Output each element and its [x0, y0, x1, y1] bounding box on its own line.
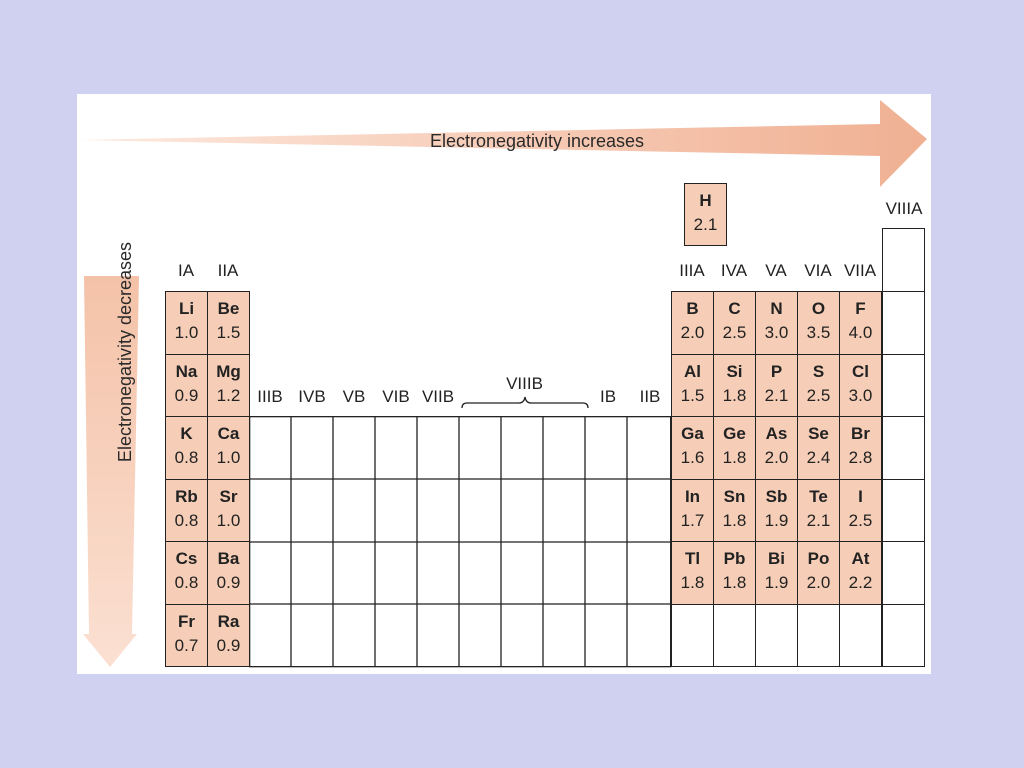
element-symbol: S	[812, 362, 825, 381]
element-electronegativity: 0.8	[174, 448, 199, 467]
element-electronegativity: 1.5	[216, 323, 241, 342]
element-symbol: Be	[217, 299, 240, 318]
group-label-IIIB: IIIB	[257, 387, 283, 406]
empty-cell-viiia-row7	[882, 604, 925, 667]
element-symbol: As	[765, 424, 788, 443]
element-electronegativity: 0.9	[216, 636, 241, 655]
element-cell-Fr	[165, 604, 208, 667]
element-electronegativity: 0.9	[216, 573, 241, 592]
element-cell-Pb	[713, 541, 756, 605]
element-cell-Se	[797, 416, 840, 480]
group-label-IIA: IIA	[217, 261, 239, 280]
element-cell-Ca	[207, 416, 250, 480]
element-cell-Ga	[671, 416, 714, 480]
element-electronegativity: 1.8	[722, 511, 747, 530]
element-electronegativity: 1.8	[722, 448, 747, 467]
group-label-VA: VA	[765, 261, 787, 280]
element-electronegativity: 2.1	[693, 215, 718, 234]
element-cell-In	[671, 479, 714, 543]
element-electronegativity: 0.8	[174, 511, 199, 530]
element-electronegativity: 1.5	[680, 386, 705, 405]
element-symbol: Cl	[852, 362, 869, 381]
element-cell-P	[755, 354, 798, 418]
element-electronegativity: 4.0	[848, 323, 873, 342]
element-cell-Ra	[207, 604, 250, 667]
element-symbol: In	[684, 487, 701, 506]
element-cell-Po	[797, 541, 840, 605]
transition-metal-grid	[249, 416, 673, 668]
element-electronegativity: 2.4	[806, 448, 831, 467]
element-cell-As	[755, 416, 798, 480]
element-electronegativity: 2.8	[848, 448, 873, 467]
element-electronegativity: 1.0	[216, 511, 241, 530]
element-cell-Tl	[671, 541, 714, 605]
electronegativity-decreases-label: Electronegativity decreases	[115, 241, 135, 463]
element-cell-Si	[713, 354, 756, 418]
element-cell-Sn	[713, 479, 756, 543]
element-electronegativity: 3.0	[764, 323, 789, 342]
element-electronegativity: 1.9	[764, 573, 789, 592]
element-symbol: Li	[178, 299, 195, 318]
empty-cell-viiia-row5	[882, 479, 925, 543]
empty-cell-row7-via	[797, 604, 840, 667]
element-electronegativity: 1.9	[764, 511, 789, 530]
element-symbol: K	[180, 424, 193, 443]
empty-cell-row7-va	[755, 604, 798, 667]
element-cell-B	[671, 291, 714, 355]
empty-cell-viiia-top	[882, 228, 925, 292]
element-symbol: Ba	[217, 549, 240, 568]
element-symbol: Pb	[723, 549, 746, 568]
group-label-IIIA: IIIA	[679, 261, 705, 280]
element-symbol: Ra	[217, 612, 240, 631]
element-symbol: Ge	[723, 424, 746, 443]
element-cell-At	[839, 541, 882, 605]
element-cell-Be	[207, 291, 250, 355]
empty-cell-viiia-row3	[882, 354, 925, 418]
element-symbol: Rb	[175, 487, 198, 506]
group-label-IB: IB	[599, 387, 617, 406]
element-cell-Mg	[207, 354, 250, 418]
element-electronegativity: 1.7	[680, 511, 705, 530]
element-electronegativity: 2.2	[848, 573, 873, 592]
element-electronegativity: 0.9	[174, 386, 199, 405]
element-cell-Cl	[839, 354, 882, 418]
element-cell-Al	[671, 354, 714, 418]
empty-cell-viiia-row2	[882, 291, 925, 355]
element-electronegativity: 2.5	[722, 323, 747, 342]
element-electronegativity: 2.0	[764, 448, 789, 467]
element-cell-Te	[797, 479, 840, 543]
element-symbol: P	[770, 362, 783, 381]
element-cell-Sb	[755, 479, 798, 543]
element-electronegativity: 3.5	[806, 323, 831, 342]
element-symbol: Te	[809, 487, 828, 506]
element-electronegativity: 2.1	[764, 386, 789, 405]
element-symbol: F	[855, 299, 866, 318]
element-symbol: Bi	[768, 549, 785, 568]
element-electronegativity: 1.0	[216, 448, 241, 467]
element-symbol: At	[851, 549, 870, 568]
element-electronegativity: 1.0	[174, 323, 199, 342]
element-cell-C	[713, 291, 756, 355]
element-symbol: Cs	[175, 549, 198, 568]
element-symbol: I	[858, 487, 863, 506]
group-label-VIA: VIA	[804, 261, 832, 280]
element-symbol: Si	[726, 362, 743, 381]
element-electronegativity: 1.6	[680, 448, 705, 467]
element-symbol: Sb	[765, 487, 788, 506]
element-cell-O	[797, 291, 840, 355]
element-symbol: Mg	[216, 362, 241, 381]
element-electronegativity: 0.7	[174, 636, 199, 655]
element-cell-H	[684, 183, 727, 246]
element-cell-F	[839, 291, 882, 355]
group-label-VIIIA: VIIIA	[885, 199, 923, 218]
element-symbol: Na	[175, 362, 198, 381]
empty-cell-viiia-row6	[882, 541, 925, 605]
empty-cell-row7-viia	[839, 604, 882, 667]
element-electronegativity: 1.8	[722, 386, 747, 405]
group-label-VIIIB: VIIIB	[506, 374, 543, 393]
element-cell-N	[755, 291, 798, 355]
element-symbol: Tl	[684, 549, 701, 568]
element-symbol: Fr	[178, 612, 195, 631]
group-label-VB: VB	[342, 387, 366, 406]
element-cell-Ba	[207, 541, 250, 605]
element-electronegativity: 2.1	[806, 511, 831, 530]
element-electronegativity: 2.0	[806, 573, 831, 592]
element-symbol: Po	[807, 549, 830, 568]
group-label-VIB: VIB	[382, 387, 410, 406]
diagram-panel	[77, 94, 931, 674]
element-symbol: Sr	[219, 487, 238, 506]
element-electronegativity: 1.8	[680, 573, 705, 592]
group-label-IVA: IVA	[720, 261, 748, 280]
element-cell-Li	[165, 291, 208, 355]
element-cell-S	[797, 354, 840, 418]
element-symbol: O	[811, 299, 826, 318]
group-label-IA: IA	[177, 261, 195, 280]
element-symbol: Ga	[681, 424, 704, 443]
electronegativity-increases-label: Electronegativity increases	[429, 131, 645, 151]
element-cell-Sr	[207, 479, 250, 543]
element-electronegativity: 1.8	[722, 573, 747, 592]
element-symbol: Sn	[723, 487, 746, 506]
element-cell-Rb	[165, 479, 208, 543]
element-electronegativity: 0.8	[174, 573, 199, 592]
group-label-IIB: IIB	[639, 387, 661, 406]
element-symbol: B	[686, 299, 699, 318]
element-symbol: Se	[808, 424, 829, 443]
group-label-IVB: IVB	[298, 387, 326, 406]
group-label-VIIA: VIIA	[843, 261, 877, 280]
element-cell-Bi	[755, 541, 798, 605]
element-electronegativity: 3.0	[848, 386, 873, 405]
element-symbol: H	[699, 191, 712, 210]
element-cell-I	[839, 479, 882, 543]
element-symbol: Al	[684, 362, 701, 381]
empty-cell-row7-iiia	[671, 604, 714, 667]
empty-cell-viiia-row4	[882, 416, 925, 480]
element-symbol: Br	[851, 424, 870, 443]
element-electronegativity: 2.5	[848, 511, 873, 530]
element-cell-Br	[839, 416, 882, 480]
viiib-bracket	[461, 394, 589, 410]
element-cell-Na	[165, 354, 208, 418]
element-electronegativity: 2.0	[680, 323, 705, 342]
empty-cell-row7-iva	[713, 604, 756, 667]
element-symbol: Ca	[217, 424, 240, 443]
element-cell-Ge	[713, 416, 756, 480]
element-electronegativity: 1.2	[216, 386, 241, 405]
element-cell-Cs	[165, 541, 208, 605]
element-cell-K	[165, 416, 208, 480]
element-symbol: C	[728, 299, 741, 318]
group-label-VIIB: VIIB	[421, 387, 455, 406]
element-symbol: N	[770, 299, 783, 318]
element-electronegativity: 2.5	[806, 386, 831, 405]
